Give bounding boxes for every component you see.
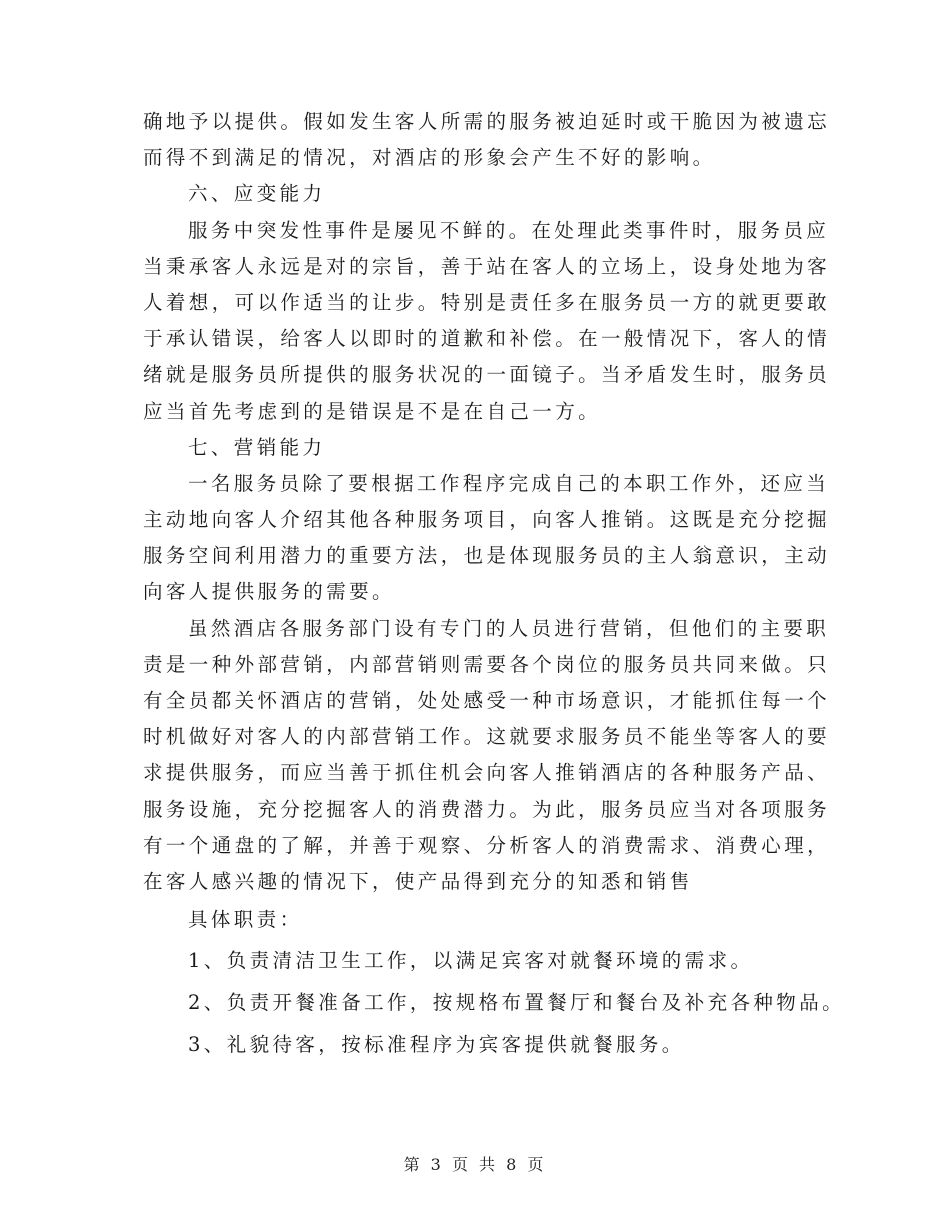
paragraph-line: 一名服务员除了要根据工作程序完成自己的本职工作外，还应当 bbox=[188, 471, 830, 495]
document-body bbox=[143, 104, 846, 1066]
duty-item: 3、礼貌待客，按标准程序为宾客提供就餐服务。 bbox=[188, 1033, 685, 1057]
paragraph-line: 于承认错误，给客人以即时的道歉和补偿。在一般情况下，客人的情 bbox=[143, 327, 831, 351]
page-number-footer: 第 3 页 共 8 页 bbox=[403, 1155, 547, 1174]
paragraph-line: 人着想，可以作适当的让步。特别是责任多在服务员一方的就更要敢 bbox=[143, 290, 831, 314]
section-heading-marketing: 七、营销能力 bbox=[188, 435, 326, 459]
paragraph-line: 求提供服务，而应当善于抓住机会向客人推销酒店的各种服务产品、 bbox=[143, 761, 831, 785]
paragraph-line: 应当首先考虑到的是错误是不是在自己一方。 bbox=[143, 399, 602, 423]
paragraph-line: 而得不到满足的情况，对酒店的形象会产生不好的影响。 bbox=[143, 146, 716, 170]
paragraph-line: 在客人感兴趣的情况下，使产品得到充分的知悉和销售 bbox=[143, 869, 693, 893]
paragraph-line: 责是一种外部营销，内部营销则需要各个岗位的服务员共同来做。只 bbox=[143, 652, 831, 676]
paragraph-line: 当秉承客人永远是对的宗旨，善于站在客人的立场上，设身处地为客 bbox=[143, 254, 831, 278]
paragraph-line: 服务空间利用潜力的重要方法，也是体现服务员的主人翁意识，主动 bbox=[143, 544, 831, 568]
section-heading-adaptability: 六、应变能力 bbox=[188, 182, 326, 206]
paragraph-line: 虽然酒店各服务部门设有专门的人员进行营销，但他们的主要职 bbox=[188, 616, 830, 640]
paragraph-line: 绪就是服务员所提供的服务状况的一面镜子。当矛盾发生时，服务员 bbox=[143, 363, 831, 387]
paragraph-line: 主动地向客人介绍其他各种服务项目，向客人推销。这既是充分挖掘 bbox=[143, 508, 831, 532]
paragraph-line: 服务中突发性事件是屡见不鲜的。在处理此类事件时，服务员应 bbox=[188, 218, 830, 242]
paragraph-line: 确地予以提供。假如发生客人所需的服务被迫延时或干脆因为被遗忘 bbox=[143, 110, 831, 133]
paragraph-line: 向客人提供服务的需要。 bbox=[143, 580, 395, 604]
duties-heading: 具体职责： bbox=[188, 908, 303, 932]
paragraph-line: 有一个通盘的了解，并善于观察、分析客人的消费需求、消费心理， bbox=[143, 833, 831, 857]
paragraph-line: 时机做好对客人的内部营销工作。这就要求服务员不能坐等客人的要 bbox=[143, 725, 831, 749]
paragraph-line: 服务设施，充分挖掘客人的消费潜力。为此，服务员应当对各项服务 bbox=[143, 797, 831, 821]
duty-item: 1、负责清洁卫生工作，以满足宾客对就餐环境的需求。 bbox=[188, 949, 754, 973]
duty-item: 2、负责开餐准备工作，按规格布置餐厅和餐台及补充各种物品。 bbox=[188, 991, 846, 1015]
paragraph-line: 有全员都关怀酒店的营销，处处感受一种市场意识，才能抓住每一个 bbox=[143, 689, 831, 712]
